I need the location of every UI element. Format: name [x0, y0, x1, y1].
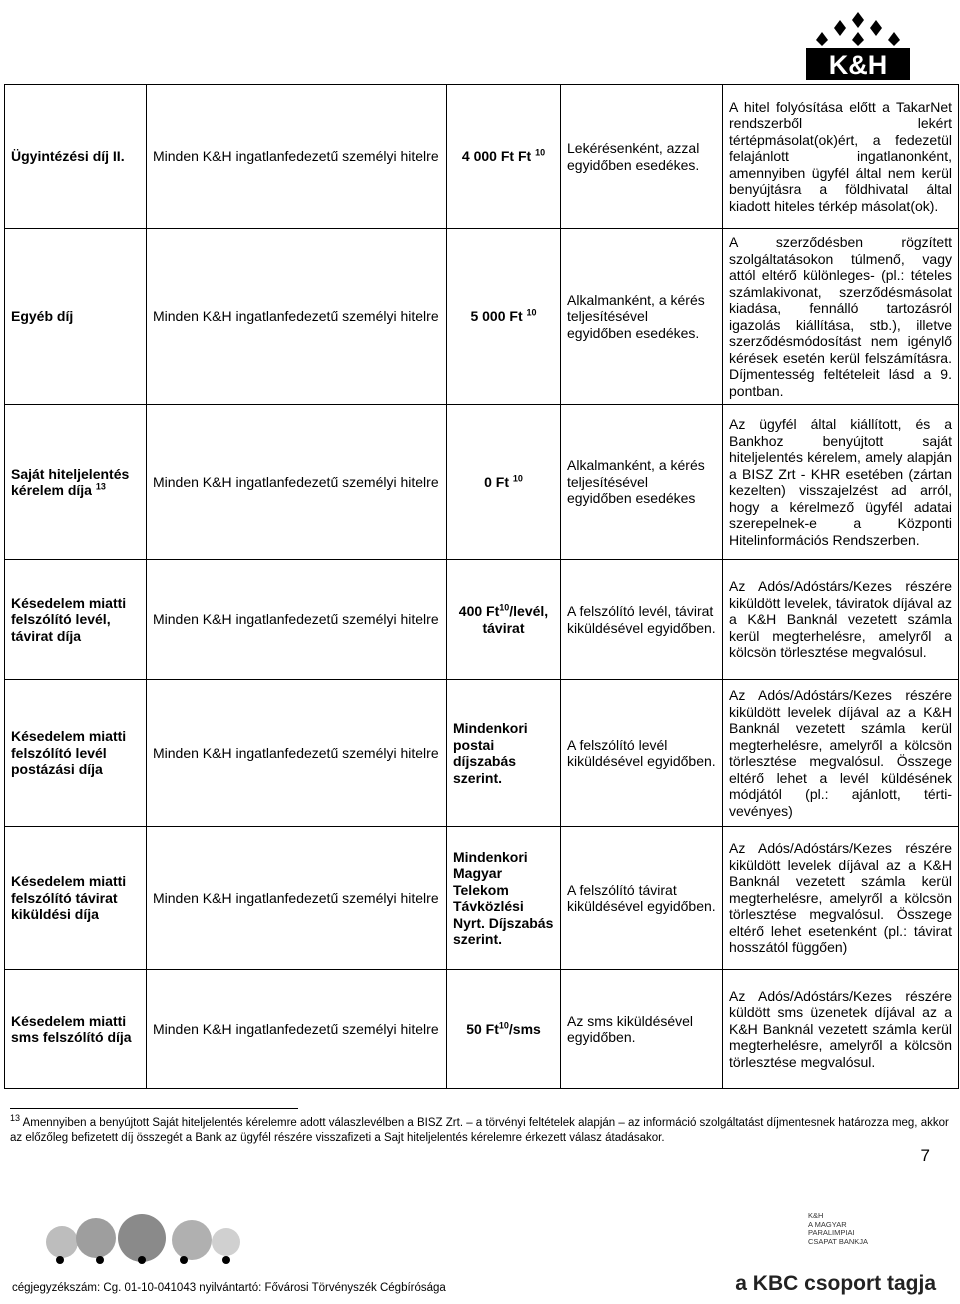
product-cell: Minden K&H ingatlanfedezetű személyi hitelre — [147, 229, 447, 405]
paralympic-sponsor-badge: K&H A MAGYAR PARALIMPIAI CSAPAT BANKJA — [808, 1211, 869, 1246]
amount-cell: 4 000 Ft Ft $^{10}$ — [447, 85, 561, 229]
amount-cell: 50 Ft$^{10}$/sms — [447, 970, 561, 1089]
fee-name: Késedelem miatti felszólító levél postázási díja — [5, 680, 147, 827]
note-cell: Az Adós/Adóstárs/Kezes részére kiküldött levelek díjával az a K&H Banknál vezetett számla kerül megterhelésre, amelyről a kölcsön törlesztése megvalósul. Összege eltérő lehet esetenként (pl.: távirat hosszától függően) — [723, 827, 959, 970]
logo-text: K&H — [828, 50, 888, 80]
amount-cell: 0 Ft $^{10}$ — [447, 405, 561, 560]
table-row — [5, 229, 959, 405]
note-cell: Az ügyfél által kiállított, és a Bankhoz benyújtott saját hiteljelentés kérelem, amely alapján a BISZ Zrt - KHR esetében (zártan kezelten) visszajelzést ad arról, hogy a kérelmező ügyfél adatai szerepelnek-e a Központi Hitelinformációs Rendszerben. — [723, 405, 959, 560]
fee-name: Késedelem miatti sms felszólító díja — [5, 970, 147, 1089]
due-cell: Az sms kiküldésével egyidőben. — [561, 970, 723, 1089]
kbc-tagline: a KBC csoport tagja — [735, 1272, 936, 1295]
fee-name: Egyéb díj — [5, 229, 147, 405]
product-cell: Minden K&H ingatlanfedezetű személyi hitelre — [147, 560, 447, 680]
due-cell: Alkalmanként, a kérés teljesítésével egyidőben esedékes. — [561, 229, 723, 405]
amount-cell: Mindenkori Magyar Telekom Távközlési Nyrt. Díjszabás szerint. — [447, 827, 561, 970]
note-cell: A hitel folyósítása előtt a TakarNet rendszerből lekért tértépmásolat(ok)ért, a fedezetül felajánlott ingatlanonként, amennyiben ügyfél által nem kerül benyújtásra a földhivatal által kiadott hiteles térkép másolat(ok). — [723, 85, 959, 229]
table-row — [5, 405, 959, 560]
due-cell: A felszólító levél kiküldésével egyidőben. — [561, 680, 723, 827]
fee-name: Késedelem miatti felszólító távirat kiküldési díja — [5, 827, 147, 970]
product-cell: Minden K&H ingatlanfedezetű személyi hitelre — [147, 85, 447, 229]
product-cell: Minden K&H ingatlanfedezetű személyi hitelre — [147, 680, 447, 827]
fee-name: Késedelem miatti felszólító levél, távirat díja — [5, 560, 147, 680]
due-cell: Lekérésenként, azzal egyidőben esedékes. — [561, 85, 723, 229]
due-cell: A felszólító távirat kiküldésével egyidőben. — [561, 827, 723, 970]
fee-table — [4, 84, 959, 1089]
note-cell: A szerződésben rögzített szolgáltatásokon túlmenő, vagy attól eltérő különleges- (pl.: tételes számlakivonat, szerződésmásolat kiadása, fennálló tartozásról igazolás kiállítása, stb.), illetve szerződésmódosítást nem igénylő kérések esetén kerül felszámításra. Díjmentesség feltételeit lásd a 9. pontban. — [723, 229, 959, 405]
product-cell: Minden K&H ingatlanfedezetű személyi hitelre — [147, 970, 447, 1089]
table-row — [5, 680, 959, 827]
note-cell: Az Adós/Adóstárs/Kezes részére küldött sms üzenetek díjával az a K&H Banknál vezetett számla kerül megterhelésre, amelyről a kölcsön törlesztése megvalósul. — [723, 970, 959, 1089]
fee-name: Saját hiteljelentés kérelem díja $^{13}$ — [5, 405, 147, 560]
note-cell: Az Adós/Adóstárs/Kezes részére kiküldött levelek, táviratok díjával az a K&H Banknál vezetett számla kerül megterhelésre, amelyről a kölcsön törlesztése megvalósul. — [723, 560, 959, 680]
table-row — [5, 827, 959, 970]
due-cell: Alkalmanként, a kérés teljesítésével egyidőben esedékes — [561, 405, 723, 560]
footnote-number: 13 — [10, 1113, 21, 1124]
fee-name: Ügyintézési díj II. — [5, 85, 147, 229]
product-cell: Minden K&H ingatlanfedezetű személyi hitelre — [147, 405, 447, 560]
kh-logo — [806, 8, 910, 80]
footnote-separator — [10, 1108, 298, 1109]
company-registration: cégjegyzékszám: Cg. 01-10-041043 nyilvántartó: Fővárosi Törvényszék Cégbírósága — [12, 1282, 446, 1294]
decorative-circles-icon — [44, 1212, 244, 1270]
due-cell: A felszólító levél, távirat kiküldésével egyidőben. — [561, 560, 723, 680]
footnote-text: Amennyiben a benyújtott Saját hiteljelentés kérelemre adott válaszlevélben a BISZ Zrt. – a törvényi feltételek alapján – az információ szolgáltatást díjmentesnek határozza meg, akkor az előzőleg befizetett díj összegét a Bank az ügyfél részére visszafizeti a Sajt hiteljelentés kérelemre érkezett válasz átadásakor. — [10, 1117, 949, 1144]
amount-cell: Mindenkori postai díjszabás szerint. — [447, 680, 561, 827]
amount-cell: 400 Ft$^{10}$/levél, távirat — [447, 560, 561, 680]
table-row — [5, 970, 959, 1089]
product-cell: Minden K&H ingatlanfedezetű személyi hitelre — [147, 827, 447, 970]
page-number: 7 — [920, 1146, 930, 1165]
table-row — [5, 85, 959, 229]
amount-cell: 5 000 Ft $^{10}$ — [447, 229, 561, 405]
note-cell: Az Adós/Adóstárs/Kezes részére kiküldött levelek díjával az a K&H Banknál vezetett számla kerül megterhelésre, amelyről a kölcsön törlesztése megvalósul. Összege eltérő lehet a levél küldésének módjától (pl.: ajánlott, térti-vevényes) — [723, 680, 959, 827]
footnote — [10, 1113, 950, 1146]
table-row — [5, 560, 959, 680]
